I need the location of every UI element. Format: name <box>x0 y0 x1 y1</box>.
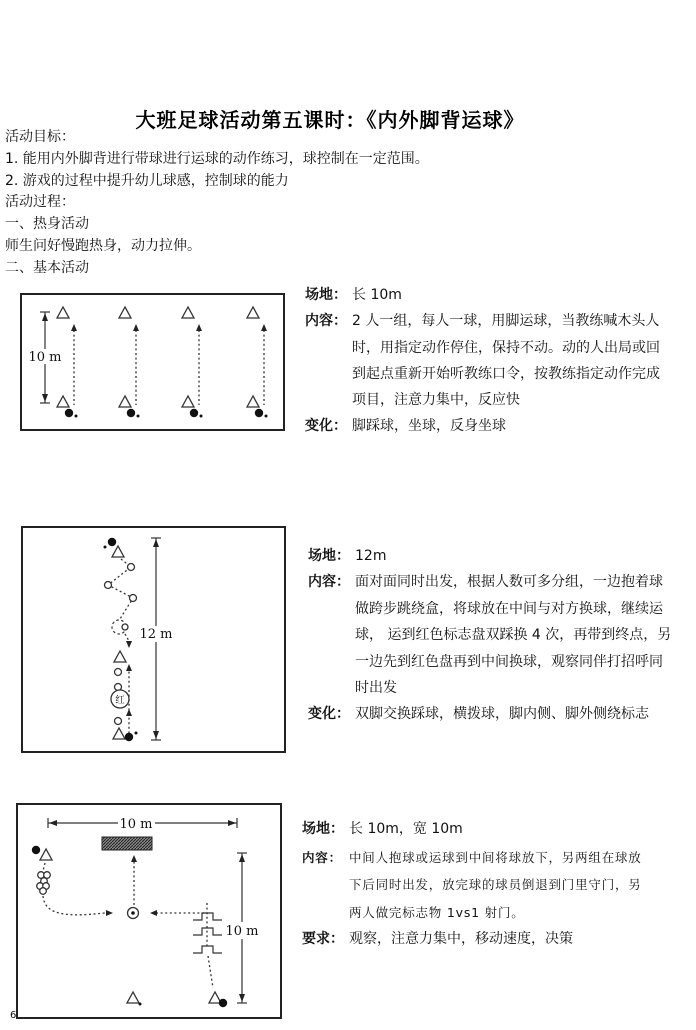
content-row <box>305 308 695 413</box>
text-line: 到起点重新开始听教练口令，按教练指定动作完成 <box>352 365 660 382</box>
text-line: 观察，注意力集中，移动速度，决策 <box>349 931 573 947</box>
row-label: 变化： <box>305 418 347 435</box>
text-line: 下后同时出发，放完球的球员倒退到门里守门，另 <box>349 877 642 892</box>
text-line: 二、基本活动 <box>5 259 89 276</box>
diagram-3-field <box>16 803 282 1019</box>
text-line: 两人做完标志物 1vs1 射门。 <box>349 904 525 920</box>
text-line: 活动过程： <box>5 194 75 211</box>
page-title: 大班足球活动第五课时：《内外脚背运球》 <box>135 108 525 132</box>
field-row <box>305 282 695 308</box>
row-label: 内容： <box>308 574 350 591</box>
section-2-text <box>308 543 696 728</box>
measure-label: 10 m <box>28 350 62 365</box>
text-line: 12m <box>355 548 387 564</box>
text-line: 1. 能用内外脚背进行带球进行运球的动作练习，球控制在一定范围。 <box>5 150 429 167</box>
text-line: 做跨步跳绕盒，将球放在中间与对方换球，继续运 <box>355 600 663 617</box>
content-row <box>302 844 694 927</box>
measure-label: 12 m <box>139 627 173 642</box>
row-label: 内容： <box>305 313 347 330</box>
section-1-text <box>305 282 695 440</box>
row-label: 变化： <box>308 706 350 723</box>
text-line: 中间人抱球或运球到中间将球放下，另两组在球放 <box>349 849 642 865</box>
red-disc-icon <box>111 690 129 708</box>
text-line: 脚踩球，坐球，反身坐球 <box>352 418 506 435</box>
text-line: 双脚交换踩球，横拨球，脚内侧、脚外侧绕标志 <box>355 706 649 723</box>
red-disc-label: 红 <box>115 695 125 706</box>
text-line: 时出发 <box>355 680 397 697</box>
diagram-1-field <box>20 293 285 431</box>
text-line: 项目，注意力集中，反应快 <box>352 392 520 409</box>
field-row <box>308 543 696 569</box>
variation-row <box>305 413 695 439</box>
text-line: 2. 游戏的过程中提升幼儿球感，控制球的能力 <box>5 172 289 189</box>
diagram-2-field <box>21 526 286 753</box>
measure-label: 10 m <box>225 924 259 939</box>
text-line: 长 10m，宽 10m <box>349 821 463 837</box>
center-ball <box>128 908 139 919</box>
stray-page-char: 6 <box>10 1010 17 1021</box>
row-label: 场地： <box>305 287 347 303</box>
content-row <box>308 569 696 701</box>
text-line: 一边先到红色盘再到中间换球，观察同伴打招呼同 <box>355 653 663 670</box>
text-line: 师生问好慢跑热身，动力拉伸。 <box>5 237 201 254</box>
section-3-text <box>302 816 694 954</box>
field-row <box>302 816 694 844</box>
intro-text <box>5 127 429 280</box>
text-line: 一、热身活动 <box>5 216 89 233</box>
row-label: 内容： <box>302 849 342 865</box>
text-line: 2 人一组，每人一球，用脚运球，当教练喊木头人 <box>352 313 660 330</box>
text-line: 球， 运到红色标志盘双踩换 4 次，再带到终点，另 <box>355 627 672 644</box>
text-line: 长 10m <box>352 287 402 303</box>
row-label: 场地： <box>302 821 344 837</box>
text-line: 面对面同时出发，根据人数可多分组，一边抱着球 <box>355 574 663 591</box>
cone-icon <box>115 718 122 725</box>
variation-row <box>308 701 696 727</box>
requirement-row <box>302 926 694 954</box>
measure-label: 10 m <box>119 817 153 832</box>
row-label: 场地： <box>308 548 350 564</box>
goal-icon <box>102 837 152 850</box>
text-line: 活动目标： <box>5 129 75 145</box>
row-label: 要求： <box>302 931 344 947</box>
text-line: 时，用指定动作停住，保持不动。动的人出局或回 <box>352 339 660 356</box>
